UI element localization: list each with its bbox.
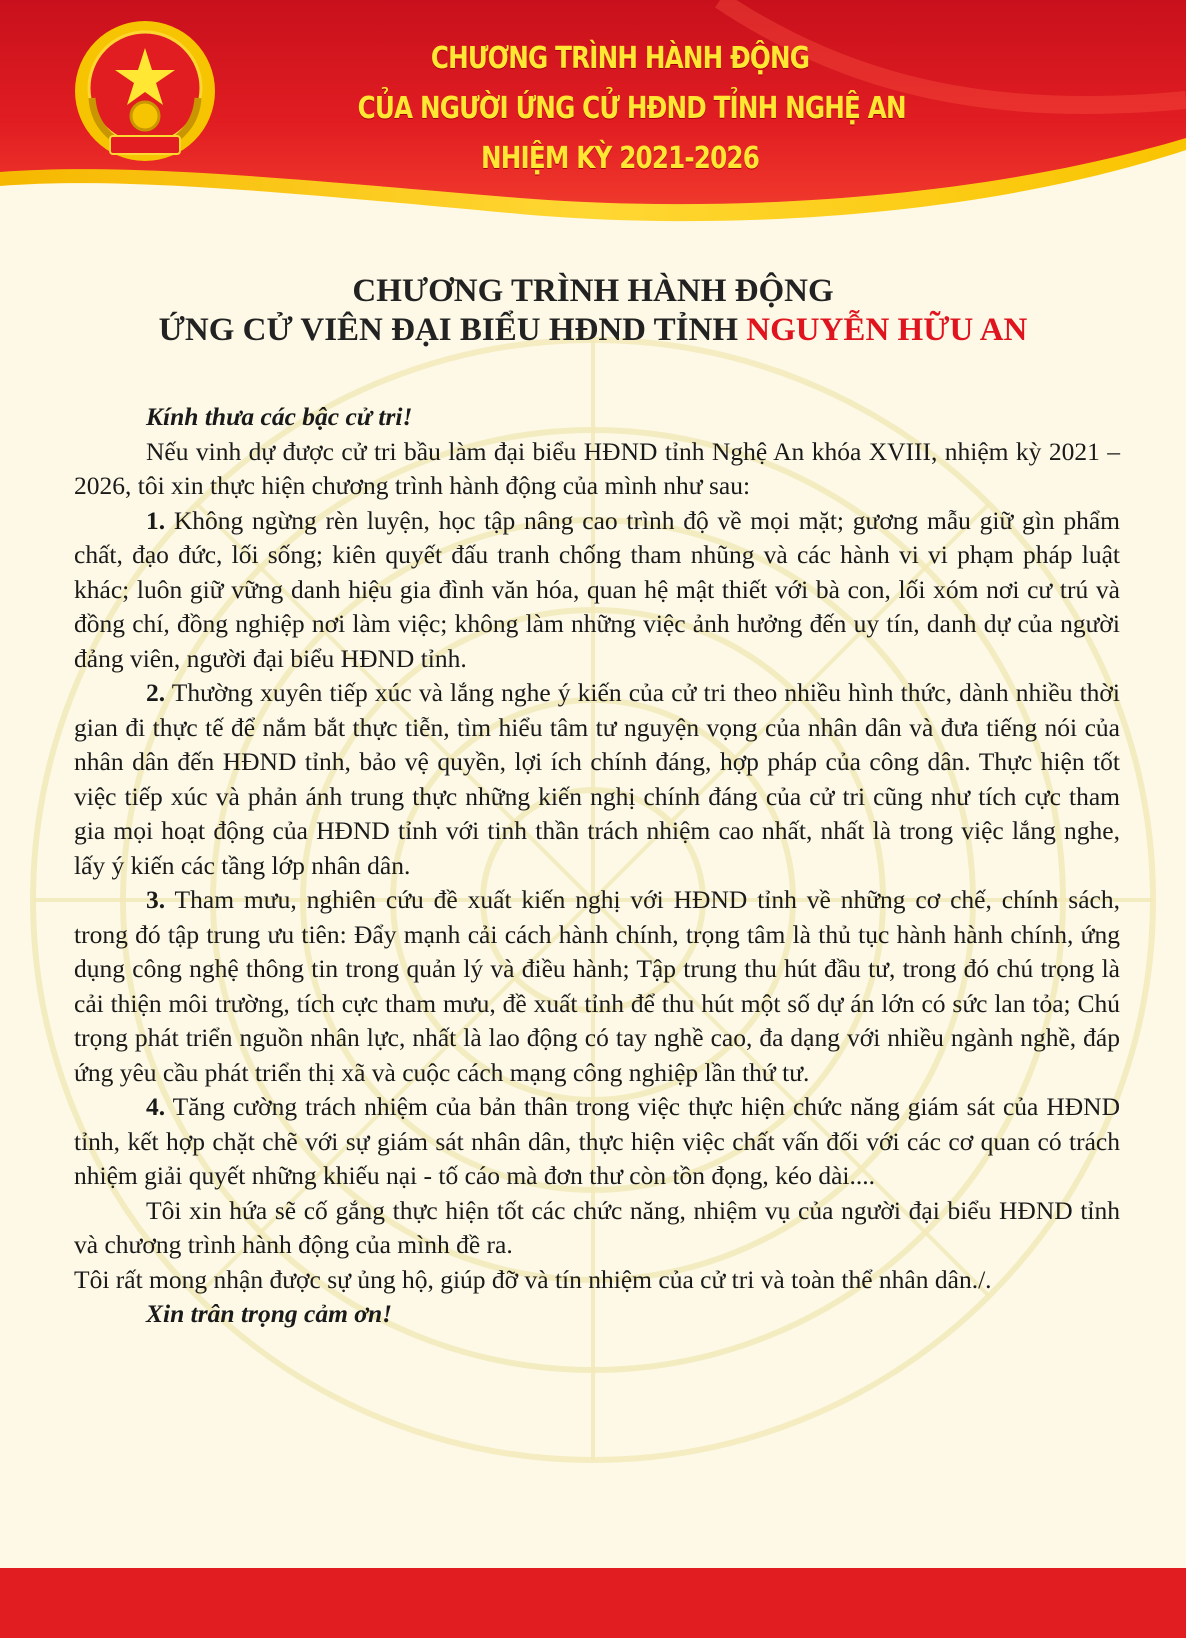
action-item-3: [74, 883, 1120, 1090]
document-title-prefix: ỨNG CỬ VIÊN ĐẠI BIỂU HĐND TỈNH: [158, 312, 747, 348]
greeting: Kính thưa các bậc cử tri!: [146, 402, 413, 431]
header-title-line-3: NHIỆM KỲ 2021-2026: [480, 141, 760, 176]
document-title-line-2: [0, 311, 1186, 350]
national-emblem-icon: [72, 18, 218, 164]
action-item-4: [74, 1090, 1120, 1194]
action-item-text: Tham mưu, nghiên cứu đề xuất kiến nghị với HĐND tỉnh về những cơ chế, chính sách, trong đó tập trung ưu tiên: Đẩy mạnh cải cách hành chính, trọng tâm là thủ tục hành hành chính, ứng dụng công nghệ thông tin trong quản lý và điều hành; Tập trung thu hút đầu tư, trong đó chú trọng là cải thiện môi trường, tích cực tham mưu, đề xuất tỉnh để thu hút một số dự án lớn có sức lan tỏa; Chú trọng phát triển nguồn nhân lực, nhất là lao động có tay nghề cao, đa dạng với nhiều ngành nghề, đáp ứng yêu cầu phát triển thị xã và cuộc cách mạng công nghiệp lần thứ tư.: [74, 885, 1120, 1087]
action-item-text: Thường xuyên tiếp xúc và lắng nghe ý kiến của cử tri theo nhiều hình thức, dành nhiều thời gian đi thực tế để nắm bắt thực tiễn, tìm hiểu tâm tư nguyện vọng của nhân dân và đưa tiếng nói của nhân dân đến HĐND tỉnh, bảo vệ quyền, lợi ích chính đáng, hợp pháp của công dân. Thực hiện tốt việc tiếp xúc và phản ánh trung thực những kiến nghị chính đáng của cử tri cũng như tích cực tham gia mọi hoạt động của HĐND tỉnh với tinh thần trách nhiệm cao nhất, nhất là trong việc lắng nghe, lấy ý kiến các tầng lớp nhân dân.: [74, 678, 1120, 880]
promise-paragraph: Tôi xin hứa sẽ cố gắng thực hiện tốt các chức năng, nhiệm vụ của người đại biểu HĐND tỉnh và chương trình hành động của mình đề ra.: [74, 1195, 1120, 1259]
action-item-number: 3.: [146, 885, 166, 914]
document-title-line-1: CHƯƠNG TRÌNH HÀNH ĐỘNG: [352, 273, 834, 309]
action-item-2: [74, 676, 1120, 883]
document-body: [74, 400, 1120, 1332]
action-item-number: 2.: [146, 678, 166, 707]
intro-paragraph: Nếu vinh dự được cử tri bầu làm đại biểu HĐND tỉnh Nghệ An khóa XVIII, nhiệm kỳ 2021 – 2026, tôi xin thực hiện chương trình hành động của mình như sau:: [74, 436, 1120, 500]
document-title: [0, 272, 1186, 350]
header-title: [357, 34, 906, 184]
action-item-number: 1.: [146, 505, 166, 535]
action-item-number: 4.: [146, 1092, 166, 1121]
action-item-1: [74, 504, 1120, 677]
candidate-name: NGUYỄN HỮU AN: [746, 312, 1028, 348]
action-item-text: Không ngừng rèn luyện, học tập nâng cao trình độ về mọi mặt; gương mẫu giữ gìn phẩm chất, đạo đức, lối sống; kiên quyết đấu tranh chống tham nhũng và các hành vi vi phạm pháp luật khác; luôn giữ vững danh hiệu gia đình văn hóa, quan hệ mật thiết với bà con, lối xóm nơi cư trú và đồng chí, đồng nghiệp nơi làm việc; không làm những việc ảnh hưởng đến uy tín, danh dự của người đảng viên, người đại biểu HĐND tỉnh.: [74, 505, 1120, 673]
hope-paragraph: Tôi rất mong nhận được sự ủng hộ, giúp đỡ và tín nhiệm của cử tri và toàn thể nhân dân./.: [74, 1264, 992, 1294]
header-title-line-2: CỦA NGƯỜI ỨNG CỬ HĐND TỈNH NGHỆ AN: [357, 91, 906, 126]
closing-line: Xin trân trọng cảm ơn!: [146, 1299, 393, 1328]
footer-banner: [0, 1568, 1186, 1638]
action-item-text: Tăng cường trách nhiệm của bản thân trong việc thực hiện chức năng giám sát của HĐND tỉnh, kết hợp chặt chẽ với sự giám sát nhân dân, thực hiện việc chất vấn đối với các cơ quan có trách nhiệm giải quyết những khiếu nại - tố cáo mà đơn thư còn tồn đọng, kéo dài....: [74, 1092, 1120, 1190]
header-title-line-1: CHƯƠNG TRÌNH HÀNH ĐỘNG: [430, 41, 810, 76]
